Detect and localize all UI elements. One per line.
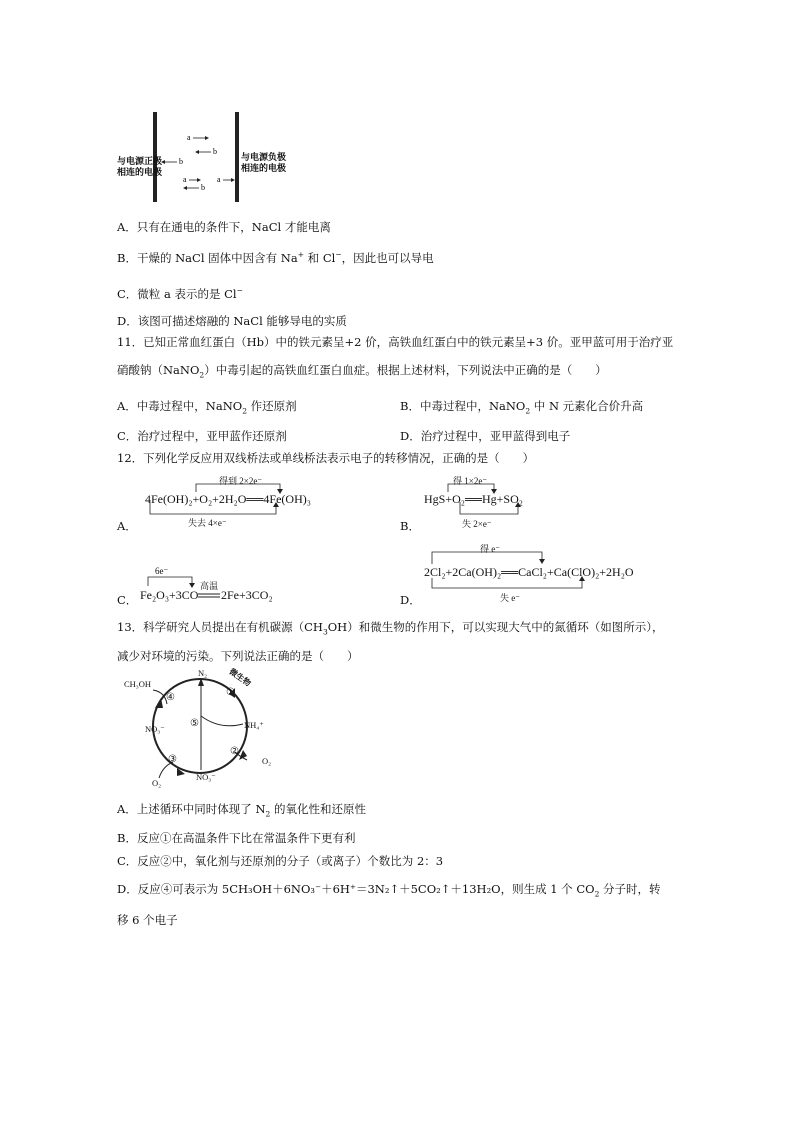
q12-stem: 12．下列化学反应用双线桥法或单线桥法表示电子的转移情况，正确的是（ ） xyxy=(117,451,535,465)
q12-c-top-text: 6e⁻ xyxy=(155,566,169,576)
left-electrode-label-2: 相连的电极 xyxy=(117,167,163,177)
q11-stem-line2: 硝酸钠（NaNO$_2$）中毒引起的高铁血红蛋白血症。根据上述材料，下列说法中正确的是（ ） xyxy=(117,363,607,380)
q13-option-d-line2: 移 6 个电子 xyxy=(117,913,178,927)
q12-b-equation: HgS+O₂══Hg+SO₂ xyxy=(424,492,523,506)
q11-stem-line1: 11．已知正常血红蛋白（Hb）中的铁元素呈+2 价，高铁血红蛋白中的铁元素呈+3 价。亚甲蓝可用于治疗亚 xyxy=(117,335,674,349)
q12-option-d-label: D． xyxy=(400,593,421,607)
fig-step-2: ② xyxy=(230,746,239,757)
q12-b-bottom-text: 失 2×e⁻ xyxy=(462,519,492,529)
fig-o2-left: O₂ xyxy=(152,778,162,788)
q10-option-d: D．该图可描述熔融的 NaCl 能够导电的实质 xyxy=(117,314,347,328)
left-electrode-label-1: 与电源正极 xyxy=(117,156,163,166)
q12-c-equation-left: Fe₂O₃+3CO xyxy=(140,588,199,602)
fig-no3-left: NO₃⁻ xyxy=(145,724,165,734)
q12-option-b-label: B． xyxy=(400,519,420,533)
right-electrode-label-1: 与电源负极 xyxy=(241,152,287,162)
q12-option-c-label: C． xyxy=(117,593,138,607)
q12-c-condition: 高温 xyxy=(200,581,219,591)
fig-step-1: ① xyxy=(226,687,235,698)
fig-ch3oh: CH₃OH xyxy=(124,679,152,689)
q12-d-bottom-text: 失 e⁻ xyxy=(500,593,520,603)
fig-n2: N₂ xyxy=(198,668,208,678)
fig-no3-bottom: NO₃⁻ xyxy=(196,772,216,782)
ion-a-3: a xyxy=(183,175,187,184)
fig-microbe: 微生物 xyxy=(227,666,253,689)
q12-a-bottom-text: 失去 4×e⁻ xyxy=(188,518,227,528)
q13-option-c: C．反应②中，氧化剂与还原剂的分子（或离子）个数比为 2：3 xyxy=(117,854,444,868)
fig-o2-right: O₂ xyxy=(262,756,272,766)
q10-option-a: A．只有在通电的条件下，NaCl 才能电离 xyxy=(117,220,331,234)
fig-nh4: NH₄⁺ xyxy=(244,720,264,730)
fig-step-4: ④ xyxy=(166,692,175,703)
right-electrode xyxy=(235,112,239,202)
q12-a-equation: 4Fe(OH)₂+O₂+2H₂O══4Fe(OH)₃ xyxy=(145,492,311,506)
right-electrode-label-2: 相连的电极 xyxy=(241,163,287,173)
q12-option-a-label: A． xyxy=(117,519,137,533)
ion-a-2: a xyxy=(217,175,221,184)
q13-option-b: B．反应①在高温条件下比在常温条件下更有利 xyxy=(117,831,356,845)
q12-b-top-text: 得 1×2e⁻ xyxy=(453,476,488,486)
ion-b-3: b xyxy=(201,183,205,192)
q12-c-equation-right: 2Fe+3CO₂ xyxy=(221,588,273,602)
ion-b-1: b xyxy=(213,147,217,156)
q12-c-equals xyxy=(198,593,220,599)
q13-option-d: D．反应④可表示为 5CH₃OH＋6NO₃⁻＋6H⁺＝3N₂↑＋5CO₂↑＋13H₂O，则生成 1 个 $CO_2$ 分子时，转 xyxy=(117,882,661,899)
fig-step-5: ⑤ xyxy=(190,718,199,729)
q12-a-top-text: 得到 2×2e⁻ xyxy=(219,476,263,486)
ion-b-2: b xyxy=(179,157,183,166)
q11-option-a: A．中毒过程中，NaNO$_2$ 作还原剂 xyxy=(117,399,297,416)
q13-stem-line2: 减少对环境的污染。下列说法正确的是（ ） xyxy=(117,649,359,663)
q13-stem-line1: 13．科学研究人员提出在有机碳源$(CH_3OH)$和微生物的作用下，可以实现大气中的氮循环（如图所示）， xyxy=(117,620,664,637)
ion-a-1: a xyxy=(187,133,191,142)
q10-option-c: C．微粒 a 表示的是 Cl− xyxy=(117,286,243,301)
q11-option-b: B．中毒过程中，NaNO$_2$ 中 N 元素化合价升高 xyxy=(400,399,644,416)
q11-option-d: D．治疗过程中，亚甲蓝得到电子 xyxy=(400,429,571,443)
q12-d-equation: 2Cl₂+2Ca(OH)₂══CaCl₂+Ca(ClO)₂+2H₂O xyxy=(424,565,634,579)
q10-option-b: B．干燥的 NaCl 固体中因含有 Na+ 和 Cl−，因此也可以导电 xyxy=(117,250,434,265)
q11-option-c: C．治疗过程中，亚甲蓝作还原剂 xyxy=(117,429,287,443)
fig-step-3: ③ xyxy=(168,754,177,765)
q12-d-top-text: 得 e⁻ xyxy=(480,544,500,554)
q13-option-a: A．上述循环中同时体现了 $N_2$ 的氧化性和还原性 xyxy=(117,802,366,819)
